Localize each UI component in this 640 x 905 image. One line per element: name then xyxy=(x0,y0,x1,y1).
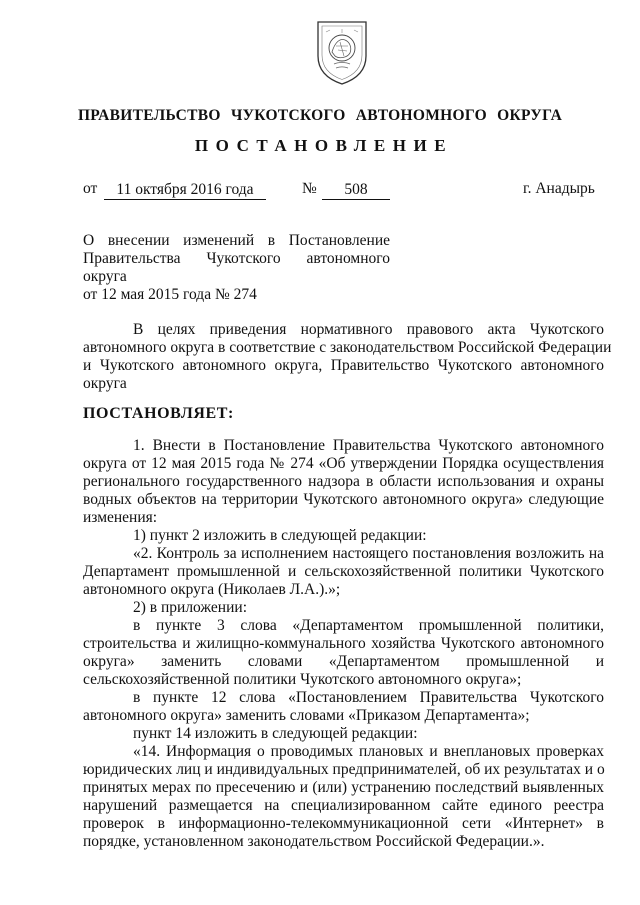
body-line: в пункте 12 слова «Постановлением Правительства Чукотского xyxy=(133,689,604,706)
body-line: 2) в приложении: xyxy=(133,599,247,616)
city: г. Анадырь xyxy=(523,180,595,197)
document-date: 11 октября 2016 года xyxy=(104,180,266,200)
subject-line: Правительства Чукотского автономного округа xyxy=(83,250,390,285)
body-line: пункт 14 изложить в следующей редакции: xyxy=(133,725,418,742)
coat-of-arms-icon xyxy=(314,18,370,86)
government-title: ПРАВИТЕЛЬСТВО ЧУКОТСКОГО АВТОНОМНОГО ОКРУГА xyxy=(77,107,563,124)
body-line: строительства и жилищно-коммунального хозяйства Чукотского автономного xyxy=(83,635,604,652)
decree-word: ПОСТАНОВЛЯЕТ: xyxy=(83,405,234,422)
body-line: Департамент промышленной и сельскохозяйственной политики Чукотского xyxy=(83,563,604,580)
document-subject xyxy=(83,232,390,304)
body-line: юридических лиц и индивидуальных предпринимателей, об их результатах и о xyxy=(83,761,605,778)
subject-line: О внесении изменений в Постановление xyxy=(83,232,390,249)
body-line: сельскохозяйственной политики Чукотского автономного округа»; xyxy=(83,671,522,688)
preamble-line: В целях приведения нормативного правового акта Чукотского xyxy=(133,321,604,338)
body-line: принятых мерах по пресечению и (или) устранению последствий выявленных xyxy=(83,779,604,796)
decree-body xyxy=(83,437,604,851)
body-line: автономного округа» заменить словами «Приказом Департамента»; xyxy=(83,707,530,724)
body-line: округа от 12 мая 2015 года № 274 «Об утверждении Порядка осуществления xyxy=(83,455,604,472)
preamble-line: автономного округа в соответствие с законодательством Российской Федерации xyxy=(83,339,612,356)
body-line: порядке, установленном законодательством Российской Федерации.». xyxy=(83,833,545,850)
preamble-line: округа xyxy=(83,375,127,392)
body-line: «14. Информация о проводимых плановых и внеплановых проверках xyxy=(133,743,604,760)
preamble xyxy=(83,321,612,393)
document-type-title: ПОСТАНОВЛЕНИЕ xyxy=(194,136,454,155)
body-line: в пункте 3 слова «Департаментом промышленной политики, xyxy=(133,617,604,634)
body-line: проверок в информационно-телекоммуникационной сети «Интернет» в xyxy=(83,815,604,832)
subject-line: от 12 мая 2015 года № 274 xyxy=(83,286,257,303)
body-line: округа» заменить словами «Департаментом промышленной и xyxy=(83,653,604,670)
body-line: 1) пункт 2 изложить в следующей редакции: xyxy=(133,527,427,544)
body-line: водных объектов на территории Чукотского автономного округа» следующие xyxy=(83,491,604,508)
body-line: нарушений размещается на специализированном сайте единого реестра xyxy=(83,797,604,814)
date-label: от xyxy=(83,180,98,197)
number-label: № xyxy=(302,180,317,197)
preamble-line: и Чукотского автономного округа, Правительство Чукотского автономного xyxy=(83,357,604,374)
body-line: регионального государственного надзора в области использования и охраны xyxy=(83,473,604,490)
body-line: 1. Внести в Постановление Правительства Чукотского автономного xyxy=(133,437,604,454)
body-line: изменения: xyxy=(83,509,158,526)
body-line: «2. Контроль за исполнением настоящего постановления возложить на xyxy=(133,545,604,562)
body-line: автономного округа (Николаев Л.А.).»; xyxy=(83,581,341,598)
document-number: 508 xyxy=(322,180,390,200)
